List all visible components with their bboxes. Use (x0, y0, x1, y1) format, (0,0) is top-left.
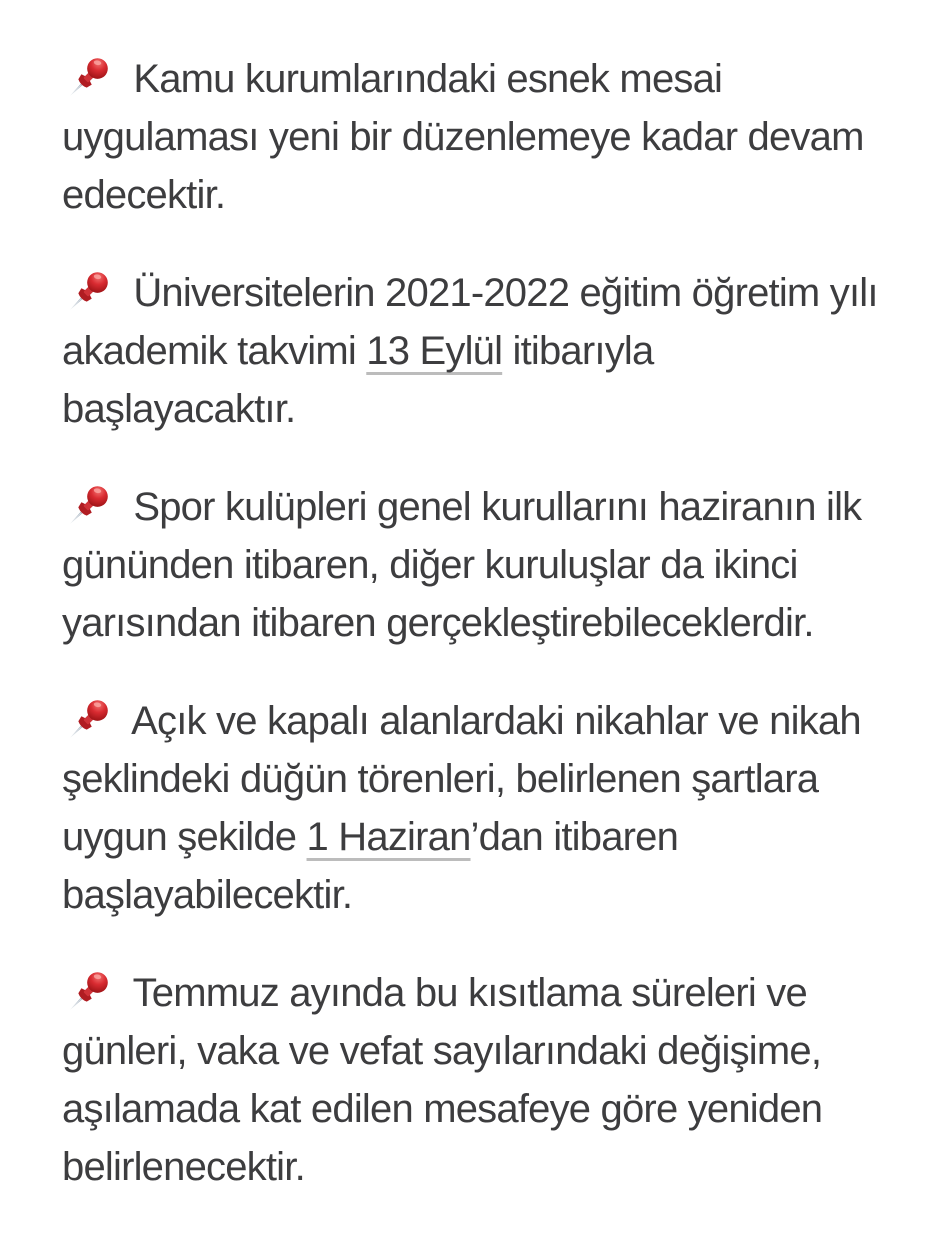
text-segment: Spor kulüpleri genel kurullarını haziranın ilk (133, 485, 862, 529)
text-segment: Temmuz ayında bu kısıtlama süreleri ve (132, 971, 807, 1015)
bullet-text (62, 971, 822, 1189)
text-segment: Kamu kurumlarındaki esnek mesai (133, 57, 723, 101)
text-segment: Üniversitelerin 2021-2022 eğitim öğretim yılı (133, 271, 878, 315)
text-segment: uygulaması yeni bir düzenlemeye kadar devam (62, 115, 864, 159)
bullet-item (62, 692, 896, 924)
pushpin-icon (62, 966, 114, 1018)
underlined-date: 1 Haziran (306, 815, 471, 859)
bullet-item (62, 478, 896, 652)
text-segment: başlayabilecektir. (62, 873, 353, 917)
pushpin-icon (62, 266, 114, 318)
text-segment: belirlenecektir. (62, 1145, 305, 1189)
underlined-date: 13 Eylül (366, 329, 503, 373)
text-segment: Açık ve kapalı alanlardaki nikahlar ve nikah (131, 699, 861, 743)
bullet-text (62, 57, 864, 217)
text-segment: itibarıyla (502, 329, 654, 373)
text-segment: gününden itibaren, diğer kuruluşlar da ikinci (62, 543, 798, 587)
text-segment: günleri, vaka ve vefat sayılarındaki değişime, (62, 1029, 822, 1073)
bullet-item (62, 964, 896, 1196)
text-segment: uygun şekilde (62, 815, 307, 859)
text-segment: akademik takvimi (62, 329, 367, 373)
text-segment: ’dan itibaren (470, 815, 679, 859)
text-segment: şeklindeki düğün törenleri, belirlenen şartlara (62, 757, 819, 801)
bullet-item (62, 50, 896, 224)
bullet-text (62, 271, 878, 431)
pushpin-icon (62, 694, 114, 746)
bullet-text (62, 699, 861, 917)
text-segment: başlayacaktır. (62, 387, 296, 431)
pushpin-icon (62, 52, 114, 104)
bullet-item (62, 264, 896, 438)
bullet-text (62, 485, 861, 645)
text-segment: aşılamada kat edilen mesafeye göre yeniden (62, 1087, 823, 1131)
text-segment: edecektir. (62, 173, 226, 217)
text-segment: yarısından itibaren gerçekleştirebileceklerdir. (62, 601, 814, 645)
bullet-list (62, 50, 896, 1196)
pushpin-icon (62, 480, 114, 532)
